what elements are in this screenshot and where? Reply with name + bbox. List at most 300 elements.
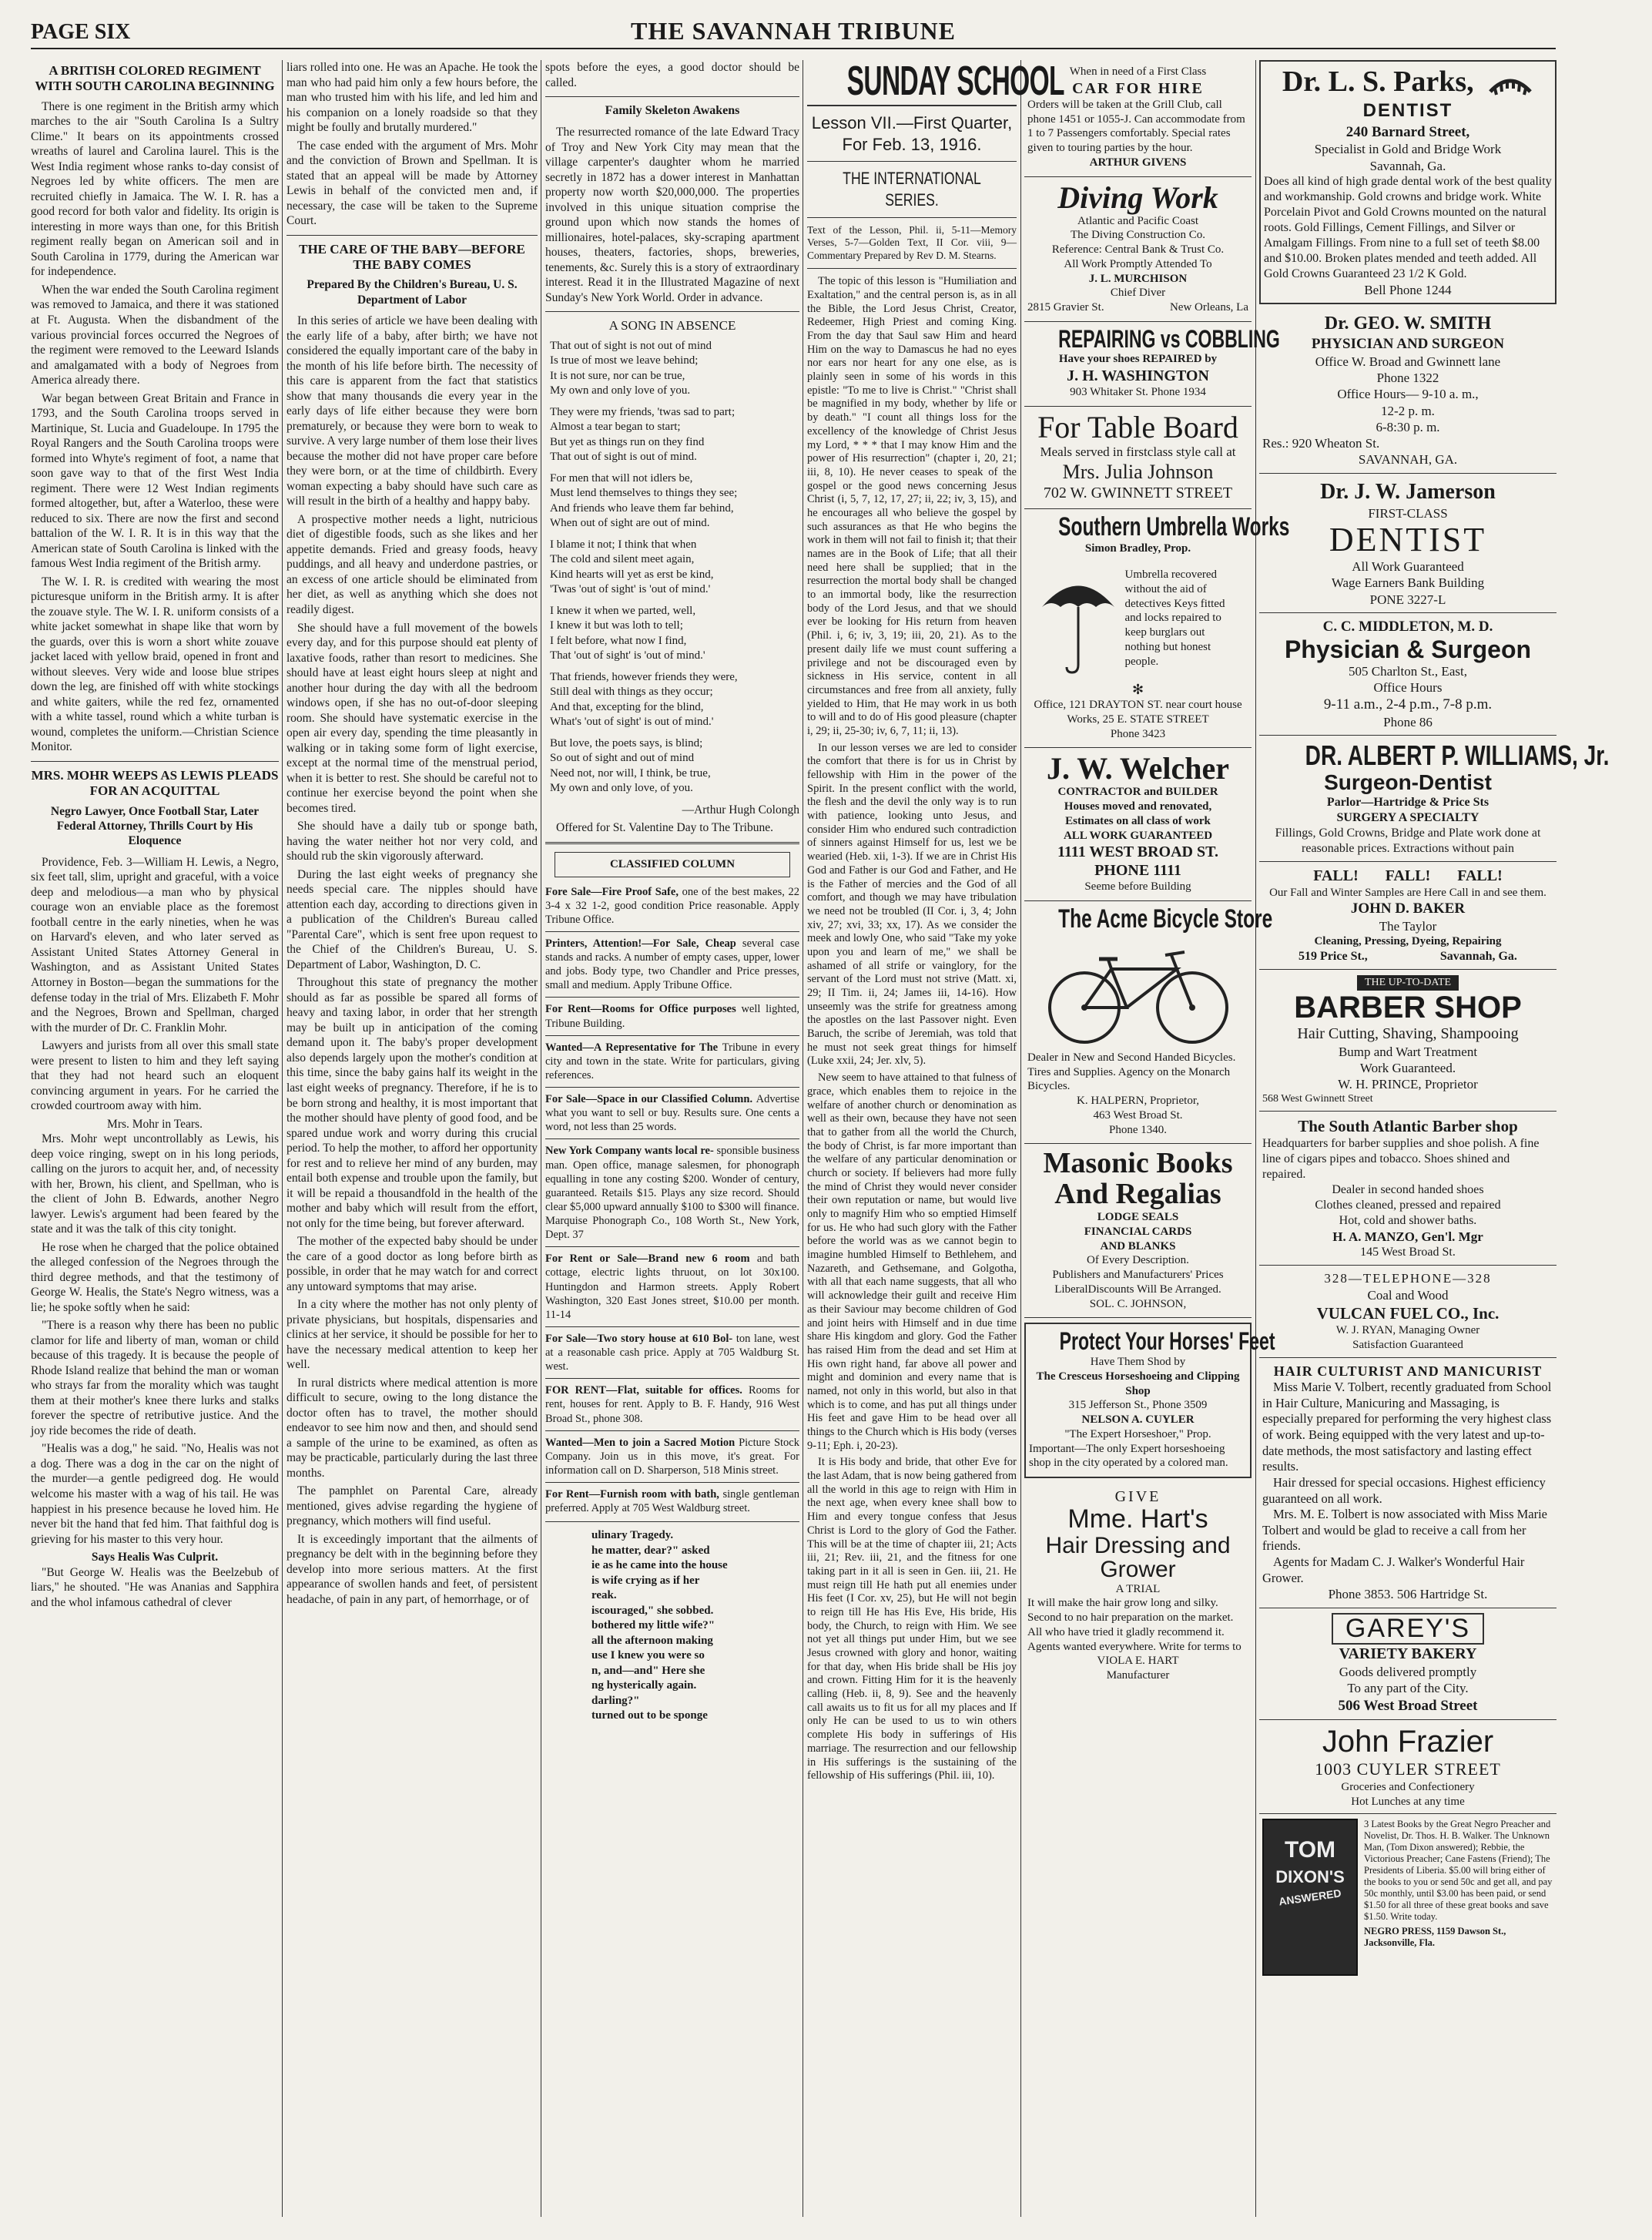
poem-line: So out of sight and out of mind [550, 752, 695, 765]
ad-address: 2815 Gravier St. [1027, 301, 1104, 314]
paragraph: He rose when he charged that the police obtained the alleged confession of the Negroes through the third degree methods, and that the testimony of George W. Healis, the State's Negro witness, was a lie; he spoke softly when he said: [31, 1240, 279, 1314]
ad-address: 506 West Broad Street [1338, 1697, 1478, 1714]
ad-city: Savannah, Ga. [1439, 950, 1517, 964]
article-headline: MRS. MOHR WEEPS AS LEWIS PLEADS FOR AN ACQUITTAL [31, 767, 279, 799]
ad-text: All Work Guaranteed [1352, 559, 1464, 575]
ad-text: Our Fall and Winter Samples are Here Call in and see them. [1269, 886, 1546, 899]
lesson-heading: Lesson VII.—First Quarter, For Feb. 13, 1916. [811, 113, 1013, 154]
ad-city: SAVANNAH, GA. [1358, 452, 1458, 468]
ad-text: W. J. RYAN, Managing Owner [1335, 1324, 1480, 1337]
smith-physician-ad [1259, 307, 1556, 474]
classified-ad-text: several case stands and racks. A number of empty cases, upper, lower and jobs. Body type, two Chandler and Price presses, small and medium. Apply Tribune Office. [545, 937, 799, 992]
ad-text: Work Guaranteed. [1359, 1060, 1456, 1075]
poem-line: I knew it but was loth to tell; [550, 619, 683, 632]
car-hire-ad [1024, 60, 1252, 177]
ad-title: REPAIRING vs COBBLING [1058, 324, 1280, 353]
poem-line: Almost a tear began to start; [550, 421, 681, 434]
stanza-break [550, 399, 799, 405]
ad-title: GAREY'S [1332, 1613, 1484, 1645]
ad-text: DENTIST [1362, 100, 1453, 122]
paragraph: She should have a full movement of the bowels every day, and for this purpose should eat plenty of laxative foods, rather than resort to medicines. She should have at least eight hours sleep at night and another hour during the day with all the bedroom windows open, if she has no out-of-door sleeping room. She should have systematic exercise in the open air every day, spending the time pleasantly in walking or in taking some form of light exercise, except at the normal time of the menstrual period, when it is better to rest. She should be careful not to continue her exercise beyond the point when she becomes tired. [287, 621, 538, 815]
paragraph: Mrs. Mohr wept uncontrollably as Lewis, his deep voice ringing, swept on in his long periods, calling on the jurors to acquit her, and, of necessity with her, Brown, his client, and Spellman, who is the client of John B. Edwards, another Negro lawyer. Lewis's argument had been feared by the state and it was the talk of this city tonight. [31, 1132, 279, 1236]
ad-name: H. A. MANZO, Gen'l. Mgr [1332, 1229, 1483, 1245]
ad-text: FINANCIAL CARDS [1084, 1225, 1192, 1238]
ad-text: Hair dressed for special occasions. Highest efficiency guaranteed on all work. [1262, 1474, 1546, 1506]
paragraph: War began between Great Britain and France in 1793, and the South Carolina troops served in Martinique, St. Lucia and Guadeloupe. In 1795 the Royal Rangers and the South Carolina troops were formed into Whyte's regiment of foot, a name that soon gave way to that of the first West India regiment. There were 12 West Indian regiments formed altogether, but, after a Waterloo, these were reduced to six. There are now the first and second battalion of the W. I. R. It is in this way that the American state of South Carolina is linked with the famous West India regiment of the British army. [31, 391, 279, 571]
ad-text: 6-8:30 p. m. [1376, 419, 1440, 434]
ad-address: 463 West Broad St. [1093, 1108, 1183, 1122]
ad-text: Have Them Shod by [1090, 1356, 1186, 1369]
classified-ad-text: one of the best makes, 22 3-4 x 32 1-2, good condition Price reasonable. Apply Tribune Office. [545, 885, 799, 926]
paragraph: The resurrected romance of the late Edward Tracy of Troy and New York City may mean that the village carpenter's daughter whom he married secretly in 1872 has a dower interest in Manhattan property now worth $20,000,000. The properties involved in this unique situation comprise the ground upon which now stands the homes of millionaires, hotel-palaces, sky-scraping apartment houses, theaters, factories, shops, breweries, tenements, &c. Surely this is a story of extraordinary interest. Read it in the Illustrated Magazine of next Sunday's New York World. Order in advance. [545, 126, 799, 304]
poem-line: They were my friends, 'twas sad to part; [550, 405, 736, 418]
ad-address: 505 Charlton St., East, [1349, 663, 1467, 679]
ad-text: Coal and Wood [1367, 1287, 1449, 1303]
ad-address: NEGRO PRESS, 1159 Dawson St., Jacksonville, Fla. [1364, 1926, 1506, 1949]
classified-ad-text: sponsible business man. Open office, manage salesmen, for phonograph equalling in tone any costing $200. Wonder of century, guaranteed. Retails $15. Plays any size record. Should clear $5,000 upward annually $100 to $300 will finance. Marquise Phonograph Co., 108 Worth St., New York, Dept. 37 [545, 1145, 800, 1242]
divider [545, 1035, 799, 1036]
paragraph: There is one regiment in the British army which marches to the air "South Carolina Is a Sultry Clime." It bears on its appointments crossed wreaths of laurel and Carolina laurel. This is the West India regiment whose ranks to-day consist of Negroes led by white officers. The men are recruited chiefly in Jamaica. The W. I. R. has a good record for both valor and fidelity. Its origin is interesting in more ways than one, for this British regiment really began on American soil and in South Carolina in 1779, during the American war for independence. [31, 99, 279, 279]
paragraph: During the last eight weeks of pregnancy she needs special care. The nipples should have attention each day, according to directions given in a publication of the Children's Bureau called "Parental Care", which is sent free upon request to the Chief of the Children's Bureau, U. S. Department of Labor, Washington, D. C. [287, 867, 538, 971]
ad-text: Manufacturer [1106, 1669, 1170, 1682]
ad-text: Hot Lunches at any time [1351, 1795, 1465, 1808]
ad-text: Bump and Wart Treatment [1338, 1044, 1478, 1059]
ad-phone: Phone 86 [1383, 715, 1433, 730]
fragment-line: turned out to be sponge [591, 1709, 708, 1722]
ad-title: Hair Dressing and [1045, 1532, 1231, 1558]
ad-title: FALL! FALL! FALL! [1313, 867, 1503, 884]
ad-name: NELSON A. CUYLER [1081, 1413, 1195, 1427]
poem-title: A SONG IN ABSENCE [608, 318, 736, 334]
poem-line: And that, excepting for the blind, [550, 700, 704, 713]
ad-address: Res.: 920 Wheaton St. [1262, 436, 1380, 451]
ad-text: PHYSICIAN AND SURGEON [1311, 336, 1505, 353]
stanza-break [550, 598, 799, 604]
classified-ad [545, 1383, 799, 1425]
divider [545, 1246, 799, 1247]
divider [545, 1378, 799, 1379]
ad-text: 9-11 a.m., 2-4 p.m., 7-8 p.m. [1323, 696, 1493, 713]
ad-address: 568 West Gwinnett Street [1262, 1093, 1373, 1105]
column-6 [1259, 60, 1610, 2225]
poem-line: When out of sight are out of mind. [550, 517, 710, 530]
subheading: Says Healis Was Culprit. [91, 1551, 219, 1564]
ad-name: J. H. WASHINGTON [1067, 367, 1209, 385]
masthead [31, 11, 1556, 49]
poem-line: My own and only love, of you. [550, 782, 693, 795]
paragraph: spots before the eyes, a good doctor should be called. [545, 61, 799, 89]
paragraph: The pamphlet on Parental Care, already mentioned, gives advise regarding the hygiene of pregnancy, which mothers will find useful. [287, 1484, 538, 1528]
classified-ad-lead: New York Company wants local re- [545, 1145, 717, 1158]
paragraph: In rural districts where medical attention is more difficult to secure, owing to the long distance the doctor often has to travel, the mother should endeavor to see him now and then, and should send a sample of the urine to be examined, as often as may be practicable, particularly during the last three months. [287, 1376, 538, 1480]
ad-name: JOHN D. BAKER [1350, 900, 1466, 917]
classified-ad-text: single gentleman preferred. Apply at 705 West Waldburg street. [545, 1488, 800, 1515]
ad-text: Miss Marie V. Tolbert, recently graduated from School in Hair Culture, Manicuring and Massaging, is especially prepared for performing the very highest class of work. Being equipped with the very latest and up-to-date methods, the most satisfactory and lasting effect results. [1262, 1380, 1552, 1474]
ad-text: The Cresceus Horseshoeing and Clipping Shop [1036, 1370, 1240, 1397]
ad-phone: Phone 3853. 506 Hartridge St. [1328, 1587, 1488, 1602]
ad-text: Atlantic and Pacific Coast [1077, 214, 1199, 227]
paragraph: A prospective mother needs a light, nutricious diet of digestible foods, such as she likes and her appetite demands. Fried and greasy foods, heavy puddings, and all heavy and underdone pastries, or an excess of one article should be eliminated from her diet, as well as anything which she does not readily digest. [287, 512, 538, 616]
divider [287, 235, 538, 236]
bakery-ad [1259, 1608, 1556, 1721]
ad-address: 145 West Broad St. [1360, 1246, 1456, 1259]
classified-ad [545, 1332, 799, 1373]
classified-ad-lead: For Rent—Furnish room with bath, [545, 1488, 723, 1501]
fragment-line: bothered my little wife?" [591, 1619, 715, 1632]
ad-text: The Taylor [1379, 919, 1437, 934]
ad-name: W. H. PRINCE, Proprietor [1338, 1077, 1478, 1092]
ad-text: Have your shoes REPAIRED by [1058, 353, 1218, 366]
asterisk-icon: ✻ [1131, 681, 1144, 697]
ad-text: Umbrella recovered without the aid of detectives Keys fitted and locks repaired to keep burglars out nothing but honest people. [1124, 568, 1225, 668]
ad-text: Fillings, Gold Crowns, Bridge and Plate work done at reasonable prices. Extractions without pain [1275, 826, 1541, 855]
ad-text: "The Expert Horseshoer," Prop. [1064, 1427, 1211, 1440]
ad-text: Important—The only Expert horseshoeing shop in the city operated by a colored man. [1029, 1442, 1228, 1470]
divider [545, 1138, 799, 1139]
paragraph: The topic of this lesson is "Humiliation and Exaltation," and the central person is, as in all the Bible, the Lord Jesus Christ, Creator, Redeemer, High Priest and coming King. From the day that Saul saw Him and heard Him on the way to Damascus he had no eyes nor ears nor heart for any one else, as is plainly seen in some of his words in this epistle: "To me to live is Christ." "Christ shall be magnified in my body, whether by life or by death." "I count all things loss for the excellency of the knowledge of Christ Jesus my Lord, * * * that I may know Him and the power of His resurrection" (chapter i, 20, 21; iii, 8, 10). He never ceases to speak of the gospel or the good news concerning Jesus Christ (i, 5, 7, 12, 17, 27; ii, 22; iv, 3, 15), and he encourages all who believe the gospel by such assurances as that He who begins the work in them will not fail to finish it; that their names are in the Book of Life; that all their need here shall be supplied; that in the resurrection the mortal body shall be changed to an immortal body, like the resurrection body of the Lord Jesus, and that we should ever be looking for His return from heaven (Phil. i, 6; iv, 3, 19; iii, 20, 21). As to the present daily life we must count suffering a privilege and not be discouraged even by sickness in His service, content in all circumstances and free from all anxiety, fully yielded to Him, that He may work in us both to will and to do of His good pleasure (chapter i, 29; ii, 25-30; iv, 6, 7, 11; ii, 13). [807, 275, 1017, 737]
diving-work-ad [1024, 177, 1252, 322]
ad-title: Southern Umbrella Works [1058, 512, 1290, 542]
divider [545, 1087, 799, 1088]
ad-title: Mme. Hart's [1067, 1504, 1208, 1534]
ad-address: Office, 121 DRAYTON ST. near court house [1034, 699, 1242, 712]
fragment-line: use I knew you were so [591, 1649, 705, 1662]
column-2 [287, 60, 538, 2225]
ad-address: 519 Price St., [1298, 950, 1368, 964]
ad-text: Dealer in second handed shoes [1332, 1183, 1484, 1197]
subheading: Mrs. Mohr in Tears. [107, 1117, 203, 1131]
divider [545, 842, 799, 844]
ad-text: Houses moved and renovated, [1064, 800, 1212, 813]
poem-line: Must lend themselves to things they see; [550, 487, 738, 500]
ad-phone: Phone 3423 [1110, 727, 1166, 740]
ad-address: 1111 WEST BROAD ST. [1057, 843, 1218, 861]
ad-address: 903 Whitaker St. Phone 1934 [1070, 386, 1206, 399]
divider [545, 997, 799, 998]
fragment-line: all the afternoon making [591, 1634, 713, 1647]
bicycle-store-ad [1024, 901, 1273, 1144]
divider [807, 268, 1017, 269]
ad-title: VULCAN FUEL CO., Inc. [1316, 1303, 1500, 1323]
divider [545, 311, 799, 312]
ad-name: J. L. MURCHISON [1088, 272, 1188, 285]
ad-text: Mrs. M. E. Tolbert is now associated with Miss Marie Tolbert and would be glad to receive a call from her friends. [1262, 1507, 1548, 1554]
classified-ad [545, 937, 799, 993]
ad-title: Masonic Books [1043, 1147, 1233, 1180]
series-heading: THE INTERNATIONAL SERIES. [843, 169, 981, 210]
williams-dentist-ad [1259, 736, 1610, 861]
article-deck: Negro Lawyer, Once Football Star, Later Federal Attorney, Thrills Court by His Eloquence [50, 804, 260, 848]
poem-line: It is not sure, nor can be true, [550, 369, 685, 382]
ad-text: Groceries and Confectionery [1341, 1780, 1475, 1793]
divider [545, 1521, 799, 1522]
ad-address: 240 Barnard Street, [1345, 123, 1470, 140]
divider [807, 161, 1017, 162]
fragment-line: reak. [591, 1589, 617, 1602]
column-4 [807, 58, 1064, 2225]
paragraph: The case ended with the argument of Mrs. Mohr and the conviction of Brown and Spellman. It is stated that an appeal will be made by Attorney Lewis in behalf of the convicted men and, if necessary, the case will be taken to the Supreme Court. [287, 139, 538, 228]
teeth-icon [1487, 69, 1533, 99]
ad-text: All Work Promptly Attended To [1064, 257, 1212, 270]
fragment-line: ie as he came into the house [591, 1559, 728, 1572]
classified-ad-text: well lighted, Tribune Building. [545, 1003, 799, 1030]
ad-address: 702 W. GWINNETT STREET [1043, 485, 1233, 502]
divider [545, 1326, 799, 1327]
article-headline: A BRITISH COLORED REGIMENT WITH SOUTH CAROLINA BEGINNING [35, 63, 275, 94]
poem-line: I knew it when we parted, well, [550, 604, 696, 617]
bicycle-icon [1042, 938, 1235, 1046]
classified-ad-lead: Printers, Attention!—For Sale, Cheap [545, 937, 742, 950]
divider [31, 761, 279, 762]
table-board-ad [1024, 407, 1252, 509]
poem-line: I blame it not; I think that when [550, 538, 697, 551]
ad-text: A TRIAL [1115, 1582, 1161, 1595]
ad-text: Does all kind of high grade dental work of the best quality and workmanship. Gold crowns and bridge work. White Porcelain Pivot and Gold Crowns mounted on the natural roots. Gold Fillings, Cement Fillings, and Silver or Amalgam Fillings. From nine to a full set of teeth $8.00 and $10.00. Broken plates mended and teeth added. All Gold Crowns Guaranteed 23 1/2 K Gold. [1264, 174, 1552, 280]
fragment-line: n, and—and" Here she [591, 1664, 705, 1677]
ad-text: 12-2 p. m. [1381, 403, 1435, 418]
ad-text: To any part of the City. [1347, 1681, 1469, 1696]
ad-title: The South Atlantic Barber shop [1298, 1116, 1518, 1135]
poem-line: But yet as things run on they find [550, 435, 705, 448]
ad-text: Goods delivered promptly [1339, 1665, 1477, 1679]
ad-text: Seeme before Building [1084, 880, 1191, 894]
ad-text: LODGE SEALS [1097, 1211, 1179, 1224]
paragraph: liars rolled into one. He was an Apache. He took the man who had paid him only a few hours before, the man who trusted him with his life, and led him and his companion on a lonely roadside so that they might be foully and brutally murdered." [287, 61, 538, 135]
stanza-break [550, 531, 799, 538]
ad-phone: PONE 3227-L [1369, 592, 1446, 607]
south-atlantic-barber-ad [1259, 1112, 1556, 1266]
ad-text: SURGERY A SPECIALTY [1336, 810, 1479, 824]
welcher-ad [1024, 748, 1252, 901]
ad-text: It will make the hair grow long and silky. Second to no hair preparation on the market. All who have tried it gladly recommend it. Agents wanted everywhere. Write for terms to [1027, 1597, 1242, 1653]
classified-ad-lead: FOR RENT—Flat, suitable for offices. [545, 1384, 749, 1397]
classified-ad-text: and bath cottage, electric lights thruout, on lot 30x100. Huntingdon and Harmon streets. Apply Robert Washington, 320 East Jones street, $10.00 per month. 11-14 [545, 1252, 799, 1321]
ad-phone: Bell Phone 1244 [1364, 282, 1452, 297]
ad-text: Reference: Central Bank & Trust Co. [1051, 243, 1225, 256]
paragraph: The W. I. R. is credited with wearing the most picturesque uniform in the British army. It is after the zouave style. The W. I. R. uniform consists of a white jacket somewhat in shape like that worn by the guards, over this is worn a short white zouave jacket laced with yellow braid, opened in front and without sleeves. Very wide and loose blue stripes down the leg, are finished off with white stockings and white gaiters, while the red fez, ornamented with a white tassel, round which a white turban is wound, completes the uniform.—Christian Science Monitor. [31, 575, 279, 754]
sunday-school-title: SUNDAY SCHOOL [846, 58, 1064, 104]
poem-line: My own and only love of you. [550, 384, 691, 397]
paragraph: When the war ended the South Carolina regiment was removed to Jamaica, and there it was stationed at Ft. Augusta. When the disbandment of the various provincial forces occurred the Negroes of the regiment were removed to the Leeward Islands and amalgamated with a body of Negroes from America already there. [31, 283, 279, 387]
paragraph: She should have a daily tub or sponge bath, having the water neither hot nor very cold, and should rub the skin vigorously afterward. [287, 820, 538, 863]
ad-title: Surgeon-Dentist [1324, 770, 1492, 794]
ad-name: K. HALPERN, Proprietor, [1077, 1095, 1199, 1108]
barber-shop-ad [1259, 970, 1556, 1112]
poem-line: That out of sight is out of mind. [550, 451, 697, 464]
ad-title: Dr. L. S. Parks, [1264, 66, 1552, 99]
ad-text: FIRST-CLASS [1368, 505, 1448, 521]
fragment-line: darling?" [591, 1694, 640, 1707]
ad-text: Cleaning, Pressing, Dyeing, Repairing [1314, 935, 1502, 948]
ad-text: Hair Cutting, Shaving, Shampooing [1297, 1024, 1519, 1042]
ad-text: Office Hours— 9-10 a. m., [1337, 387, 1479, 402]
ad-address: Works, 25 E. STATE STREET [1067, 713, 1209, 726]
repairing-ad [1024, 322, 1280, 407]
article-headline: Family Skeleton Awakens [605, 104, 740, 118]
ad-address: Office W. Broad and Gwinnett lane [1315, 354, 1501, 369]
ad-phone: Phone 1340. [1109, 1123, 1167, 1136]
poem-line: For men that will not idlers be, [550, 471, 693, 485]
classified-list [545, 885, 799, 1516]
classified-ad-text: Tribune in every city and town in the state. Write for particulars, giving references. [545, 1041, 799, 1081]
book-cover-text: DIXON'S [1275, 1867, 1345, 1887]
ad-phone: 328—TELEPHONE—328 [1324, 1271, 1492, 1286]
ad-name: VIOLA E. HART [1097, 1655, 1179, 1668]
ad-title: Physician & Surgeon [1284, 635, 1532, 663]
parks-dentist-ad [1259, 60, 1556, 304]
ad-title: CAR FOR HIRE [1072, 79, 1204, 97]
baker-tailor-ad [1259, 862, 1556, 971]
ad-title: For Table Board [1037, 409, 1238, 444]
poem-line: Kind hearts will yet as erst be kind, [550, 568, 714, 581]
poem [550, 339, 799, 796]
classified-ad-lead: For Sale—Two story house at 610 Bol- [545, 1332, 736, 1345]
ad-name: Mrs. Julia Johnson [1062, 461, 1214, 484]
ad-title: C. C. MIDDLETON, M. D. [1322, 618, 1493, 635]
poem-line: That out of sight is not out of mind [550, 339, 712, 352]
ad-city: New Orleans, La [1169, 301, 1248, 314]
fragment-line: iscouraged," she sobbed. [591, 1604, 714, 1617]
classified-ad [545, 1092, 799, 1134]
fragment-line: ng hysterically again. [591, 1679, 697, 1692]
ad-text: Headquarters for barber supplies and shoe polish. A fine line of cigars pipes and tobacco. Shoes shined and repaired. [1262, 1137, 1540, 1182]
ad-text: Publishers and Manufacturers' Prices [1052, 1269, 1224, 1282]
ad-text: Dealer in New and Second Handed Bicycles. Tires and Supplies. Agency on the Monarch Bicycles. [1027, 1051, 1236, 1093]
ad-text: GIVE [1114, 1488, 1161, 1506]
ad-text: AND BLANKS [1100, 1239, 1176, 1252]
classified-ad-lead: Wanted—Men to join a Sacred Motion [545, 1436, 739, 1449]
ad-name: Simon Bradley, Prop. [1084, 542, 1191, 555]
poem-author: —Arthur Hugh Colongh [682, 803, 799, 817]
divider [545, 931, 799, 932]
ad-text: Of Every Description. [1087, 1254, 1189, 1267]
paragraph: In this series of article we have been dealing with the early life of a baby, after birth; we have not considered the equally important care of the baby in the month of his life before birth. The necessity of this care is apparent from the fact that statistics show that many thousands die every year in the early days of life either because they were born prematurely, or because they were born to weak to survive. A very large number of them lose their lives because the mother did not have proper care before they were born, or at the time of childbirth. Every woman expecting a baby should have such care as will result in the birth of a healthy and happy baby. [287, 314, 538, 508]
poem-line: But love, the poets says, is blind; [550, 736, 703, 749]
classified-ad [545, 1487, 799, 1515]
classified-ad-lead: Wanted—A Representative for The [545, 1041, 722, 1054]
paragraph: It is exceedingly important that the ailments of pregnancy be delt with in the beginning before they develop into more serious matters. At the first appearance of swollen hands and feet, of persistent headache, of pain in any part, of hemorrhage, or of [287, 1532, 538, 1606]
ad-text: The Diving Construction Co. [1071, 229, 1205, 242]
classified-ad [545, 885, 799, 927]
ad-title: Diving Work [1057, 179, 1218, 215]
poem-line: The cold and silent meet again, [550, 553, 695, 566]
ad-text: LiberalDiscounts Will Be Arranged. [1054, 1283, 1221, 1296]
ad-text: CONTRACTOR and BUILDER [1057, 786, 1218, 799]
divider [545, 96, 799, 97]
column-5 [1024, 60, 1290, 2225]
ad-text: Chief Diver [1110, 287, 1166, 300]
ad-title: The Acme Bicycle Store [1058, 904, 1273, 934]
fragment-line: ulinary Tragedy. [591, 1529, 674, 1542]
column-rule [282, 60, 283, 2217]
ad-address: 1003 CUYLER STREET [1315, 1759, 1501, 1779]
ad-text: Specialist in Gold and Bridge Work [1314, 142, 1502, 157]
paragraph: Providence, Feb. 3—William H. Lewis, a Negro, six feet tall, slim, upright and graceful, with a voice deep and melodious—a man who by physical courage won an enviable place as the foremost football centre in the early nineties, when he was on Harvard's eleven, and who later served as Assistant United States Attorney General in Washington, and as Assistant United States Attorney in Boston—began the summations for the defense today in the trial of Mrs. Elizabeth F. Mohr and the Negroes, Brown and Spellman, charged with the murder of Dr. C. Franklin Mohr. [31, 855, 279, 1034]
divider [545, 1482, 799, 1483]
page-number: PAGE SIX [31, 20, 131, 44]
poem-line: Need not, nor will, I think, be true, [550, 766, 711, 780]
horseshoe-ad [1024, 1323, 1275, 1478]
poem-line: Still deal with things as they occur; [550, 686, 713, 699]
ad-text: VARIETY BAKERY [1339, 1645, 1477, 1662]
ad-text: Clothes cleaned, pressed and repaired [1315, 1199, 1501, 1212]
middleton-physician-ad [1259, 613, 1556, 736]
column-rule [1255, 60, 1256, 2217]
classified-ad [545, 1002, 799, 1030]
poem-line: That friends, however friends they were, [550, 670, 738, 683]
paragraph: Throughout this state of pregnancy the mother should as far as possible be spared all forms of heavy and taxing labor, in order that her strength may be built up in anticipation of the coming demand upon it. The baby's proper development also depends largely upon the mother's condition at this time, since the baby gains half its weight in the last eight weeks of pregnancy. Therefore, if he is to be born strong and healthy, it is most important that the mother should have plenty of good food, and be spared undue work and worry during this crucial period. To help the mother, to afford her opportunity for rest and to relieve her mind of any burden, may entail both expense and trouble upon the family, but it will be repaid a thousandfold in the health of the mother and baby which will result from the effort, not only for the time being, but forever afterward. [287, 976, 538, 1230]
column-1 [31, 60, 279, 2225]
poem-line: What's 'out of sight' is out of mind.' [550, 716, 714, 729]
paragraph: "But George W. Healis was the Beelzebub of liars," he shouted. "He was Ananias and Sapphira and the whol infamous cathedral of clever [31, 1565, 279, 1609]
ad-text: Satisfaction Guaranteed [1352, 1338, 1463, 1351]
ad-text: Agents for Madam C. J. Walker's Wonderful Hair Grower. [1262, 1554, 1525, 1585]
poem-note: Offered for St. Valentine Day to The Tribune. [556, 821, 773, 835]
ad-address: 315 Jefferson St., Phone 3509 [1068, 1399, 1208, 1412]
article-headline: THE CARE OF THE BABY—BEFORE THE BABY COMES [299, 241, 525, 273]
classified-ad-lead: Fore Sale—Fire Proof Safe, [545, 885, 682, 898]
classified-ad-text: Advertise what you want to sell or buy. Results sure. One cents a word, not less than 25 words. [545, 1093, 799, 1134]
ad-title: DR. ALBERT P. WILLIAMS, Jr. [1305, 739, 1610, 772]
vulcan-fuel-ad [1259, 1266, 1556, 1357]
paragraph: "There is a reason why there has been no public clamor for life and liberty of man, woman or child because of this tragedy. It is because the people of Rhode Island realize that behind the man or woman who strays far from the morality which was taught them at their mother's knee there lurks and stalks forever the spectre of retributive justice. And the joy ride becomes the ride of death. [31, 1319, 279, 1437]
ad-text: When in need of a First Class [1069, 65, 1207, 78]
classified-ad-lead: For Rent—Rooms for Office purposes [545, 1003, 742, 1016]
ad-title: HAIR CULTURIST AND MANICURIST [1273, 1363, 1543, 1379]
paragraph: The mother of the expected baby should be under the care of a good doctor as long before birth as possible, in order that he may watch for and correct any untoward symptoms that may arise. [287, 1235, 538, 1293]
classified-ad-text: ton lane, west at a reasonable cash price. Apply at 705 Waldburg St. west. [545, 1332, 799, 1373]
hair-grower-ad [1024, 1483, 1252, 1689]
fragment-line: he matter, dear?" asked [591, 1544, 710, 1557]
ad-text: ALL WORK GUARANTEED [1063, 829, 1213, 842]
grocery-ad [1259, 1720, 1556, 1814]
jamerson-dentist-ad [1259, 474, 1556, 613]
fragment-line: is wife crying as if her [591, 1574, 700, 1587]
ad-title: Dr. J. W. Jamerson [1320, 479, 1496, 504]
ad-text: Office Hours [1373, 680, 1443, 696]
ad-title: BARBER SHOP [1294, 990, 1522, 1024]
ad-text: Orders will be taken at the Grill Club, call phone 1451 or 1055-J. Can accommodate from 1 to 7 Passengers comfortably. Special rates given to touring parties by the hour. [1027, 98, 1245, 154]
paragraph: In a city where the mother has not only plenty of private physicians, but hospitals, dispensaries and clinics at her service, it should be possible for her to have the necessary medical attention to keep her well. [287, 1298, 538, 1372]
poem-line: Is true of most we leave behind; [550, 354, 699, 367]
paragraph: "Healis was a dog," he said. "No, Healis was not a dog. There was a dog in the car on the night of the murder—a gentle pedigreed dog. He would welcome his master with a wag of his tail. He was happiest in his presence because he loved him. He never bit the hand that fed him. That faithful dog is grieving for his master to this very hour. [31, 1442, 279, 1546]
divider [545, 1430, 799, 1431]
classified-ad-lead: For Rent or Sale—Brand new 6 room [545, 1252, 757, 1266]
masonic-books-ad [1024, 1144, 1252, 1318]
classified-ad-text: Rooms for rent, houses for rent. Apply to B. F. Handy, 916 West Broad St., phone 308. [545, 1384, 800, 1425]
paragraph: New seem to have attained to that fulness of grace, which enables them to rejoice in the welfare of another church or denomination as well as their own, because they have not seen that to gather from all the world the Church, the body of Christ, is far more important than the welfare of any particular denomination or church or society. If believers had more fully the mind of Christ they would never consider their own reputation or name, but would live only to magnify Him who so emptied Himself for us. He who had such glory with the Father before the world was as we cannot begin to imagine humbled Himself to Bethlehem, and Nazareth, and Gethsemane, and Golgotha, with all that each name suggests, that all who will acknowledge their guilt and receive Him as their Saviour may become children of God and joint heirs with Himself and in due time share His kingdom and glory. God the Father has raised Him from the dead and set Him at His own right hand, far above all power and might and dominion and every name that is named, not only in this world, but also in that which is to come, and has put all things under His feet and gave Him to be head over all things to the Church which is His body (verses 9-11; Eph. i, 20-23). [807, 1071, 1017, 1452]
umbrella-icon [1036, 561, 1121, 676]
lesson-reference: Text of the Lesson, Phil. ii, 5-11—Memory Verses, 5-7—Golden Text, II Cor. viii, 9—Commentary Prepared by Rev D. M. Stearns. [807, 223, 1017, 261]
paragraph: It is His body and bride, that other Eve for the last Adam, that is now being gathered from all the world in this age to reign with Him in the next age, when every knee shall bow to Him and every tongue confess that Jesus Christ is Lord to the glory of God the Father. This will be at the time of chapter iii, 21; Acts iii, 21; Rev. iii, 21, and the fitness for one taking part in it all is seen in Gen. iii, 21. He must reign till He hath put all enemies under His feet (I Cor. xv, 25), but He will not begin to reign till He has His Eve, His bride, His body, the Church, to reign with Him. We see not yet all things put under Him, but we see Jesus crowned with glory and honor, waiting for that day, when His bride shall be His joy and crown. Fitting Him for it is the heavenly calling (Heb. ii, 8, 9). See and the heavenly call awaits us to fit us for all my places and If only He can be used to us to win others complete His body in sufferings of His marriage. The resurrection and our fellowship in His sufferings is the sustaining of the fellowship of His sufferings (Phil. iii, 10). [807, 1456, 1017, 1782]
ad-address: Parlor—Hartridge & Price Sts [1326, 795, 1489, 809]
ad-text: Meals served in firstclass style call at [1040, 444, 1236, 459]
classified-title: CLASSIFIED COLUMN [555, 852, 790, 877]
classified-ad [545, 1436, 799, 1477]
ad-title: Dr. GEO. W. SMITH [1324, 314, 1492, 334]
ad-text: 3 Latest Books by the Great Negro Preacher and Novelist, Dr. Thos. H. B. Walker. The Unknown Man, (Tom Dixon answered); Rebbie, the Victorious Preacher; Cane Fastens (Friend); The Presidents of Liberia. $5.00 will bring either of the books to you or send 50c and get all, and pay 50c monthly, until $3.00 has been paid, or send $1.50 for all three of these great books and save $1.50. Write today. [1364, 1819, 1553, 1923]
ad-city: Savannah, Ga. [1369, 158, 1446, 173]
poem-line: 'Twas 'out of sight' is 'out of mind.' [550, 583, 711, 596]
book-cover-text: ANSWERED [1278, 1886, 1342, 1908]
newspaper-title: THE SAVANNAH TRIBUNE [631, 17, 956, 45]
poem-line: I felt before, what now I find, [550, 634, 687, 647]
ad-title: J. W. Welcher [1046, 751, 1230, 786]
paragraph: In our lesson verses we are led to consider the comfort that there is for us in Christ by fellowship with Him in the power of the Spirit. In the present conflict with the world, the flesh and the devil the only way is to run with patience, looking unto Jesus, and consider Him who endured such contradiction of sinners against Himself for us, lest we be wearied (Heb. xii, 1-3). If we are in Christ His God and Father is our God and Father, and He is the Father of mercies and the God of all comfort, and though we may have tribulation we need not be troubled (II Cor. i, 3, 4; John xiv, 27; xvi, 33; xx, 17). As we consider the meek and lowly One, who said "Take my yoke upon you and learn of me," we shall be ashamed of all strife or vainglory, for the servant of the Lord must not strive (Matt. xi, 29; II Tim. ii, 24; James iii, 14-16). How unseemly was the strife for greatness among the apostles on the last Passover night. Even Baruch, the scribe of Jeremiah, was told that he must not seek great things for himself (Luke xxii, 24; Jer. xlv, 5). [807, 741, 1017, 1068]
ad-text: Estimates on all class of work [1065, 814, 1211, 827]
ad-text: Hot, cold and shower baths. [1339, 1214, 1477, 1228]
column-rule [1020, 60, 1021, 2217]
